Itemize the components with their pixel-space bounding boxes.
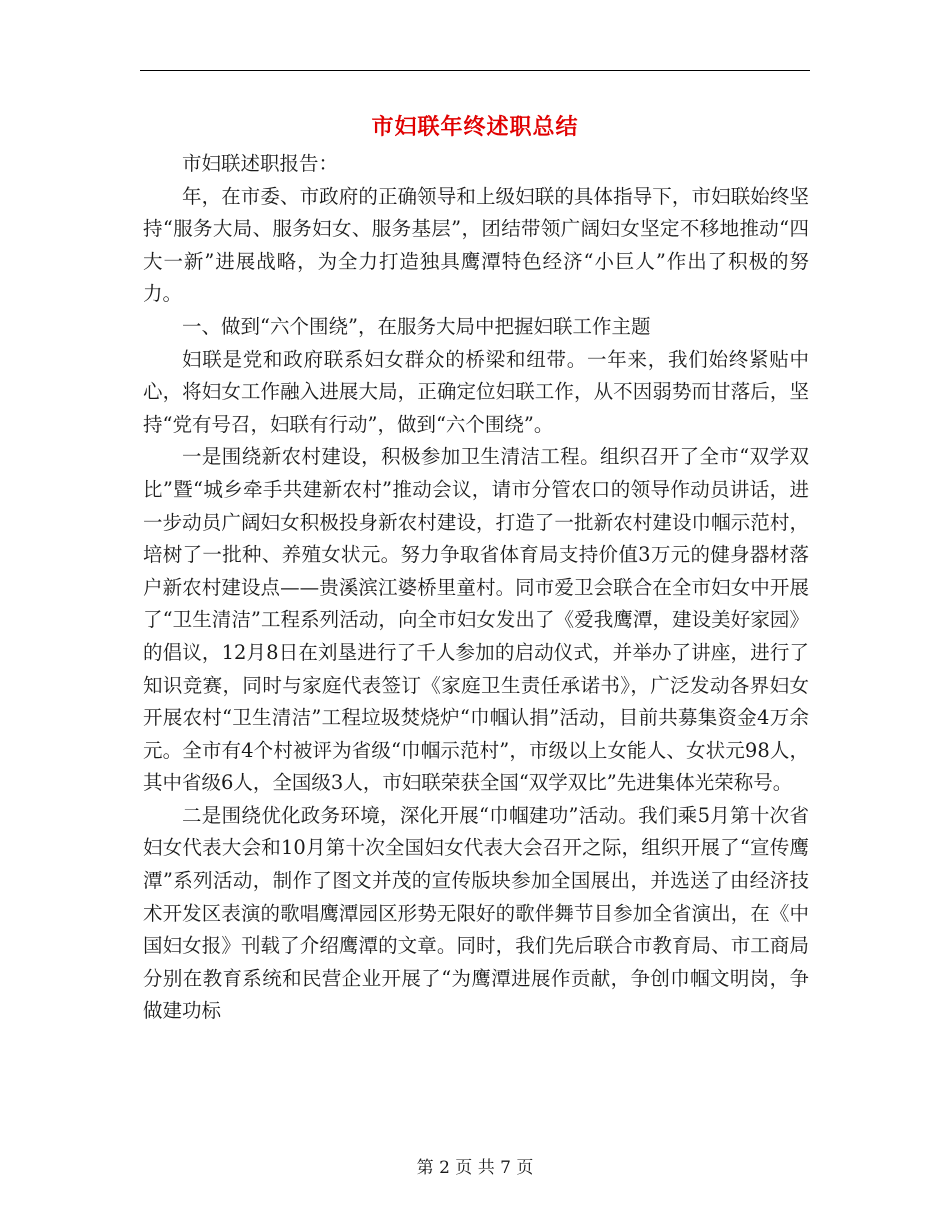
header-rule <box>140 70 810 71</box>
paragraph-intro: 年，在市委、市政府的正确领导和上级妇联的具体指导下，市妇联始终坚持“服务大局、服务妇女、服务基层”，团结带领广阔妇女坚定不移地推动“四大一新”进展战略，为全力打造独具鹰潭特色经济“小巨人”作出了积极的努力。 <box>143 184 809 306</box>
paragraph-item-one: 一是围绕新农村建设，积极参加卫生清洁工程。组织召开了全市“双学双比”暨“城乡牵手共建新农村”推动会议，请市分管农口的领导作动员讲话，进一步动员广阔妇女积极投身新农村建设，打造了一批新农村建设巾帼示范村，培树了一批种、养殖女状元。努力争取省体育局支持价值3万元的健身器材落户新农村建设点——贵溪滨江婆桥里童村。同市爱卫会联合在全市妇女中开展了“卫生清洁”工程系列活动，向全市妇女发出了《爱我鹰潭，建设美好家园》的倡议，12月8日在刘垦进行了千人参加的启动仪式，并举办了讲座，进行了知识竞赛，同时与家庭代表签订《家庭卫生责任承诺书》，广泛发动各界妇女开展农村“卫生清洁”工程垃圾焚烧炉“巾帼认捐”活动，目前共募集资金4万余元。全市有4个村被评为省级“巾帼示范村”，市级以上女能人、女状元98人，其中省级6人，全国级3人，市妇联荣获全国“双学双比”先进集体光荣称号。 <box>143 445 809 795</box>
document-body <box>143 148 809 1028</box>
section-heading: 一、做到“六个围绕”，在服务大局中把握妇联工作主题 <box>182 314 651 338</box>
page-number: 第 2 页 共 7 页 <box>416 1158 534 1178</box>
document-title: 市妇联年终述职总结 <box>371 114 579 140</box>
paragraph-salutation: 市妇联述职报告： <box>182 152 339 175</box>
paragraph-item-two: 二是围绕优化政务环境，深化开展“巾帼建功”活动。我们乘5月第十次省妇女代表大会和10月第十次全国妇女代表大会召开之际，组织开展了“宣传鹰潭”系列活动，制作了图文并茂的宣传版块参加全国展出，并选送了由经济技术开发区表演的歌唱鹰潭园区形势无限好的歌伴舞节目参加全省演出，在《中国妇女报》刊载了介绍鹰潭的文章。同时，我们先后联合市教育局、市工商局分别在教育系统和民营企业开展了“为鹰潭进展作贡献，争创巾帼文明岗，争做建功标 <box>143 803 809 1023</box>
paragraph-overview: 妇联是党和政府联系妇女群众的桥梁和纽带。一年来，我们始终紧贴中心，将妇女工作融入进展大局，正确定位妇联工作，从不因弱势而甘落后，坚持“党有号召，妇联有行动”，做到“六个围绕”。 <box>143 347 809 436</box>
